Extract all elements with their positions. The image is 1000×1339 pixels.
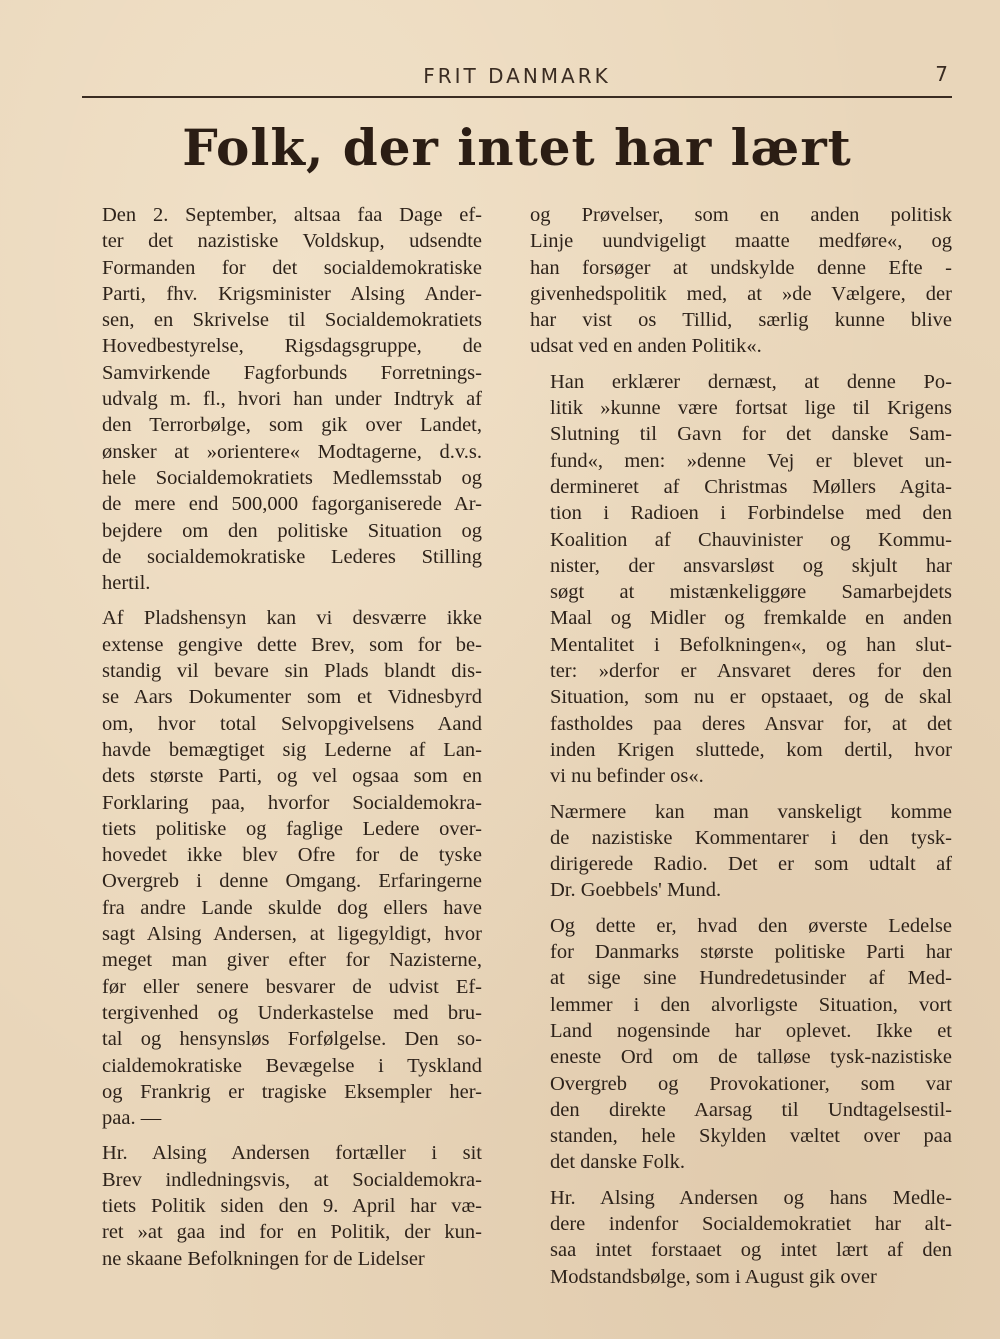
text-line: de nazistiske Kommentarer i den tysk- xyxy=(550,826,952,849)
text-line: udsat ved en anden Politik«. xyxy=(530,335,762,358)
text-line: for Danmarks største politiske Parti har xyxy=(550,941,952,964)
text-line: før eller senere besvarer de udvist Ef- xyxy=(102,975,482,998)
text-line: extense gengive dette Brev, som for be- xyxy=(102,633,482,656)
text-line: de mere end 500,000 fagorganiserede Ar- xyxy=(102,493,482,516)
header-rule xyxy=(82,96,952,98)
paragraph xyxy=(82,202,482,596)
text-line: Modstandsbølge, som i August gik over xyxy=(550,1265,877,1288)
text-line: Og dette er, hvad den øverste Ledelse xyxy=(550,914,952,937)
text-line: Maal og Midler og fremkalde en anden xyxy=(550,607,952,630)
text-line: udvalg m. fl., hvori han under Indtryk af xyxy=(102,388,482,411)
text-line: fund«, men: »denne Vej er blevet un- xyxy=(550,449,952,472)
text-line: Parti, fhv. Krigsminister Alsing Ander- xyxy=(102,282,482,305)
text-line: dirigerede Radio. Det er som udtalt af xyxy=(550,853,952,876)
text-line: den direkte Aarsag til Undtagelsestil- xyxy=(550,1098,952,1121)
text-line: Formanden for det socialdemokratiske xyxy=(102,256,482,279)
text-line: ne skaane Befolkningen for de Lidelser xyxy=(102,1247,425,1270)
text-line: om, hvor total Selvopgivelsens Aand xyxy=(102,712,482,735)
text-line: havde bemægtiget sig Lederne af Lan- xyxy=(102,738,482,761)
text-line: den Terrorbølge, som gik over Landet, xyxy=(102,414,482,437)
text-line: sagt Alsing Andersen, at ligegyldigt, hvor xyxy=(102,923,482,946)
text-line: søgt at mistænkeliggøre Samarbejdets xyxy=(550,581,952,604)
text-line: Nærmere kan man vanskeligt komme xyxy=(550,800,952,823)
right-column xyxy=(530,202,952,1299)
text-line: Koalition af Chauvinister og Kommu- xyxy=(550,528,952,551)
text-line: inden Krigen sluttede, kom dertil, hvor xyxy=(550,738,952,761)
text-line: ret »at gaa ind for en Politik, der kun- xyxy=(102,1221,482,1244)
text-line: Hr. Alsing Andersen og hans Medle- xyxy=(550,1186,952,1209)
text-line: Situation, som nu er opstaaet, og de skal xyxy=(550,686,952,709)
text-line: dere indenfor Socialdemokratiet har alt- xyxy=(550,1212,952,1235)
text-line: ønsker at »orientere« Modtagerne, d.v.s. xyxy=(102,440,482,463)
text-line: givenhedspolitik med, at »de Vælgere, der xyxy=(530,282,952,305)
text-line: paa. — xyxy=(102,1107,162,1130)
text-line: litik »kunne være fortsat lige til Krigens xyxy=(550,397,952,420)
page-number: 7 xyxy=(935,62,948,86)
paragraph xyxy=(530,799,952,904)
text-line: Samvirkende Fagforbunds Forretnings- xyxy=(102,361,482,384)
text-line: sen, en Skrivelse til Socialdemokratiets xyxy=(102,309,482,332)
text-line: tiets Politik siden den 9. April har væ- xyxy=(102,1194,482,1217)
text-line: at sige sine Hundredetusinder af Med- xyxy=(550,967,952,990)
text-line: lemmer i den alvorligste Situation, vort xyxy=(550,993,952,1016)
text-line: Dr. Goebbels' Mund. xyxy=(550,879,722,902)
text-line: standen, hele Skylden væltet over paa xyxy=(550,1125,952,1148)
text-line: har vist os Tillid, særlig kunne blive xyxy=(530,309,952,332)
text-line: se Aars Dokumenter som et Vidnesbyrd xyxy=(102,686,482,709)
text-line: cialdemokratiske Bevægelse i Tyskland xyxy=(102,1054,482,1077)
text-line: tiets politiske og faglige Ledere over- xyxy=(102,817,482,840)
text-line: hele Socialdemokratiets Medlemsstab og xyxy=(102,466,482,489)
paragraph xyxy=(530,1185,952,1290)
left-column xyxy=(82,202,482,1281)
page-header xyxy=(82,62,952,98)
text-line: meget man giver efter for Nazisterne, xyxy=(102,949,482,972)
text-line: Mentalitet i Befolkningen«, og han slut- xyxy=(550,633,952,656)
text-line: fastholdes paa deres Ansvar for, at det xyxy=(550,712,952,735)
publication-title: FRIT DANMARK xyxy=(423,64,611,88)
text-line: Linje uundvigeligt maatte medføre«, og xyxy=(530,230,952,253)
text-line: tergivenhed og Underkastelse med bru- xyxy=(102,1001,482,1024)
text-line: eneste Ord om de talløse tysk-nazistiske xyxy=(550,1046,952,1069)
text-line: Han erklærer dernæst, at denne Po- xyxy=(550,370,952,393)
text-line: hertil. xyxy=(102,572,151,595)
text-line: tal og hensynsløs Forfølgelse. Den so- xyxy=(102,1028,482,1051)
text-line: Overgreb i denne Omgang. Erfaringerne xyxy=(102,870,482,893)
text-line: tion i Radioen i Forbindelse med den xyxy=(550,502,952,525)
text-line: Land nogensinde har oplevet. Ikke et xyxy=(550,1019,952,1042)
paragraph xyxy=(530,202,952,360)
text-line: hovedet ikke blev Ofre for de tyske xyxy=(102,844,482,867)
text-line: nister, der ansvarsløst og skjult har xyxy=(550,554,952,577)
text-line: Af Pladshensyn kan vi desværre ikke xyxy=(102,607,482,630)
text-line: dets største Parti, og vel ogsaa som en xyxy=(102,765,482,788)
text-line: Forklaring paa, hvorfor Socialdemokra- xyxy=(102,791,482,814)
text-line: han forsøger at undskylde denne Efte - xyxy=(530,256,952,279)
text-line: Overgreb og Provokationer, som var xyxy=(550,1072,952,1095)
text-line: ter det nazistiske Voldskup, udsendte xyxy=(102,230,482,253)
text-line: og Frankrig er tragiske Eksempler her- xyxy=(102,1080,482,1103)
text-line: standig vil bevare sin Plads blandt dis- xyxy=(102,660,482,683)
paragraph xyxy=(530,913,952,1176)
text-line: Hovedbestyrelse, Rigsdagsgruppe, de xyxy=(102,335,482,358)
paragraph xyxy=(82,1140,482,1271)
text-line: Den 2. September, altsaa faa Dage ef- xyxy=(102,204,482,226)
text-line: Slutning til Gavn for det danske Sam- xyxy=(550,423,952,446)
text-line: bejdere om den politiske Situation og xyxy=(102,519,482,542)
text-line: vi nu befinder os«. xyxy=(550,765,704,788)
text-line: dermineret af Christmas Møllers Agita- xyxy=(550,475,952,498)
text-line: det danske Folk. xyxy=(550,1151,685,1174)
paragraph xyxy=(82,605,482,1131)
text-line: ter: »derfor er Ansvaret deres for den xyxy=(550,660,952,683)
text-line: Hr. Alsing Andersen fortæller i sit xyxy=(102,1142,482,1165)
text-line: saa intet forstaaet og intet lært af den xyxy=(550,1239,952,1262)
paragraph xyxy=(530,369,952,790)
text-line: de socialdemokratiske Lederes Stilling xyxy=(102,545,482,568)
text-line: Brev indledningsvis, at Socialdemokra- xyxy=(102,1168,482,1191)
article-headline: Folk, der intet har lært xyxy=(182,118,852,177)
text-line: fra andre Lande skulde dog ellers have xyxy=(102,896,482,919)
text-line: og Prøvelser, som en anden politisk xyxy=(530,204,952,226)
